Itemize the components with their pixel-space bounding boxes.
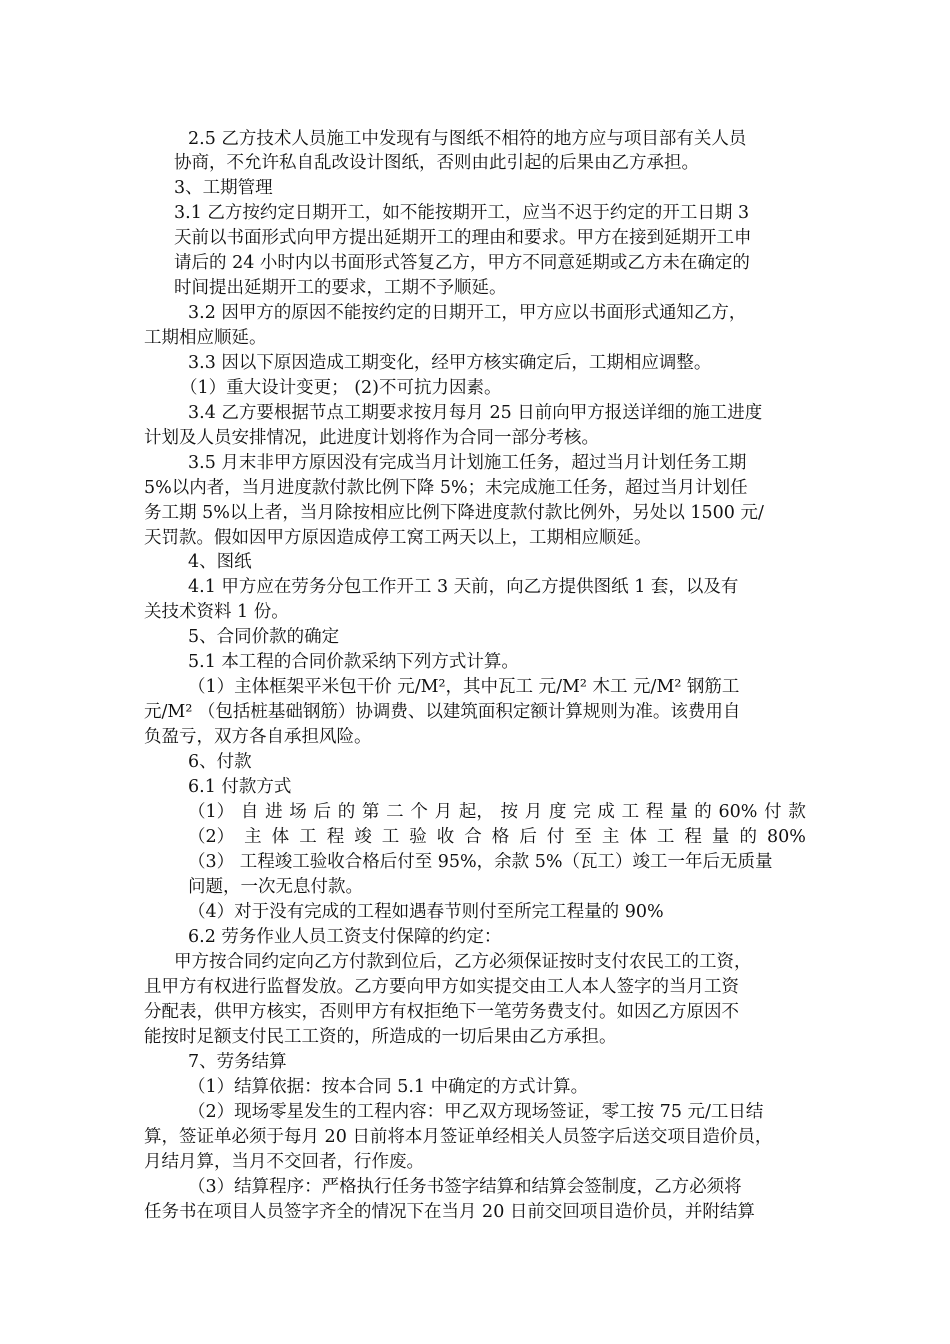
heading-drawings: 4、图纸 xyxy=(188,552,252,572)
payment-item-2-token: 的 xyxy=(739,827,757,847)
settlement-item-3-line-1: （3）结算程序：严格执行任务书签字结算和结算会签制度，乙方必须将 xyxy=(188,1177,742,1197)
payment-item-2-token: 体 xyxy=(271,827,290,847)
payment-item-1-token: 的 xyxy=(337,802,356,822)
payment-item-1-token: 二 xyxy=(386,802,404,822)
payment-item-2-token: 竣 xyxy=(354,827,372,847)
paragraph-3-4-line-1: 3.4 乙方要根据节点工期要求按月每月 25 日前向甲方报送详细的施工进度 xyxy=(188,403,763,423)
paragraph-5-1-item-1-line-2: 元/M² （包括桩基础钢筋）协调费、以建筑面积定额计算规则为准。该费用自 xyxy=(144,702,741,722)
paragraph-6-2-line-3: 分配表，供甲方核实，否则甲方有权拒绝下一笔劳务费支付。如因乙方原因不 xyxy=(144,1002,739,1022)
payment-item-1-token: 月 xyxy=(524,802,543,822)
settlement-item-1: （1）结算依据：按本合同 5.1 中确定的方式计算。 xyxy=(188,1077,589,1097)
paragraph-6-2-line-1: 甲方按合同约定向乙方付款到位后，乙方必须保证按时支付农民工的工资， xyxy=(174,952,752,972)
payment-item-1-token: 自 xyxy=(240,802,259,822)
payment-item-1-token: 完 xyxy=(573,802,591,822)
heading-payment-method: 6.1 付款方式 xyxy=(188,777,292,797)
paragraph-5-1: 5.1 本工程的合同价款采纳下列方式计算。 xyxy=(188,652,519,672)
payment-item-2-token: 收 xyxy=(436,827,455,847)
payment-item-4: （4）对于没有完成的工程如遇春节则付至所完工程量的 90% xyxy=(188,902,664,922)
paragraph-6-2-line-2: 且甲方有权进行监督发放。乙方要向甲方如实提交由工人本人签字的当月工资 xyxy=(144,977,739,997)
payment-item-1-token: 后 xyxy=(313,802,332,822)
payment-item-2-token: 量 xyxy=(711,827,730,847)
paragraph-4-1-line-2: 关技术资料 1 份。 xyxy=(144,602,289,622)
paragraph-3-3: 3.3 因以下原因造成工期变化，经甲方核实确定后，工期相应调整。 xyxy=(188,353,712,373)
paragraph-4-1-line-1: 4.1 甲方应在劳务分包工作开工 3 天前，向乙方提供图纸 1 套，以及有 xyxy=(188,577,739,597)
payment-item-2-token: 程 xyxy=(326,827,345,847)
payment-item-3-line-2: 问题，一次无息付款。 xyxy=(188,877,363,897)
paragraph-3-3-items: （1）重大设计变更； (2)不可抗力因素。 xyxy=(180,378,502,398)
payment-item-1-token: 月 xyxy=(434,802,453,822)
settlement-item-2-line-2: 算，签证单必须于每月 20 日前将本月签证单经相关人员签字后送交项目造价员， xyxy=(144,1127,773,1147)
paragraph-3-1-line-4: 时间提出延期开工的要求，工期不予顺延。 xyxy=(174,278,507,298)
payment-item-1-token: 量 xyxy=(670,802,688,822)
paragraph-5-1-item-1-line-1: （1）主体框架平米包干价 元/M²，其中瓦工 元/M² 木工 元/M² 钢筋工 xyxy=(188,677,740,697)
payment-item-1-token: 按 xyxy=(500,802,519,822)
payment-item-1-token: 款 xyxy=(788,802,806,822)
payment-item-1-token: 度 xyxy=(548,802,567,822)
settlement-item-3-line-2: 任务书在项目人员签字齐全的情况下在当月 20 日前交回项目造价员，并附结算 xyxy=(144,1202,755,1222)
payment-item-2-token: 工 xyxy=(381,827,400,847)
payment-item-1-token: 场 xyxy=(289,802,307,822)
payment-item-1-token: 起， xyxy=(458,802,494,822)
payment-item-2-token: 80% xyxy=(766,827,806,847)
paragraph-3-5-line-1: 3.5 月末非甲方原因没有完成当月计划施工任务，超过当月计划任务工期 xyxy=(188,453,747,473)
payment-item-1-token: 的 xyxy=(694,802,712,822)
paragraph-3-5-line-2: 5%以内者，当月进度款付款比例下降 5%；未完成施工任务，超过当月计划任 xyxy=(144,478,748,498)
payment-item-2-token: 程 xyxy=(684,827,702,847)
payment-item-2-token: 体 xyxy=(629,827,647,847)
paragraph-3-1-line-2: 天前以书面形式向甲方提出延期开工的理由和要求。甲方在接到延期开工申 xyxy=(174,228,752,248)
payment-item-2-token: 主 xyxy=(244,827,262,847)
payment-item-1-token: 个 xyxy=(410,802,428,822)
payment-item-1-token: 成 xyxy=(597,802,615,822)
payment-item-1-token: 程 xyxy=(645,802,664,822)
paragraph-3-5-line-4: 天罚款。假如因甲方原因造成停工窝工两天以上，工期相应顺延。 xyxy=(144,528,652,548)
heading-contract-price: 5、合同价款的确定 xyxy=(188,627,340,647)
payment-item-1-token: 60% xyxy=(718,802,758,822)
payment-item-3-line-1: （3） 工程竣工验收合格后付至 95%，余款 5%（瓦工）竣工一年后无质量 xyxy=(188,852,773,872)
payment-item-2-token: 工 xyxy=(656,827,675,847)
paragraph-3-4-line-2: 计划及人员安排情况，此进度计划将作为合同一部分考核。 xyxy=(144,428,599,448)
paragraph-3-2-line-2: 工期相应顺延。 xyxy=(144,328,267,348)
paragraph-2-5-line-2: 协商，不允许私自乱改设计图纸，否则由此引起的后果由乙方承担。 xyxy=(174,153,699,173)
payment-item-2-token: 格 xyxy=(491,827,510,847)
paragraph-3-1-line-3: 请后的 24 小时内以书面形式答复乙方，甲方不同意延期或乙方未在确定的 xyxy=(174,253,750,273)
heading-schedule-management: 3、工期管理 xyxy=(174,178,273,198)
payment-item-2-token: 工 xyxy=(299,827,317,847)
payment-item-2-token: 主 xyxy=(601,827,620,847)
payment-item-2-token: 验 xyxy=(409,827,427,847)
paragraph-3-1-line-1: 3.1 乙方按约定日期开工，如不能按期开工，应当不迟于约定的开工日期 3 xyxy=(174,203,750,223)
heading-wage-guarantee: 6.2 劳务作业人员工资支付保障的约定： xyxy=(188,927,502,947)
heading-payment: 6、付款 xyxy=(188,752,252,772)
payment-item-2-token: 付 xyxy=(546,827,565,847)
payment-item-2 xyxy=(188,825,806,849)
payment-item-1-token: 进 xyxy=(265,802,283,822)
payment-item-2-token: （2） xyxy=(188,827,235,847)
payment-item-1-token: （1） xyxy=(188,802,235,822)
settlement-item-2-line-1: （2）现场零星发生的工程内容：甲乙双方现场签证，零工按 75 元/工日结 xyxy=(188,1102,764,1122)
payment-item-2-token: 至 xyxy=(574,827,592,847)
payment-item-1-token: 第 xyxy=(361,802,380,822)
payment-item-1-token: 付 xyxy=(764,802,782,822)
payment-item-2-token: 后 xyxy=(519,827,537,847)
settlement-item-2-line-3: 月结月算，当月不交回者，行作废。 xyxy=(144,1152,424,1172)
paragraph-6-2-line-4: 能按时足额支付民工工资的，所造成的一切后果由乙方承担。 xyxy=(144,1027,617,1047)
paragraph-5-1-item-1-line-3: 负盈亏，双方各自承担风险。 xyxy=(144,727,372,747)
payment-item-2-token: 合 xyxy=(464,827,482,847)
paragraph-2-5-line-1: 2.5 乙方技术人员施工中发现有与图纸不相符的地方应与项目部有关人员 xyxy=(188,129,747,149)
payment-item-1-token: 工 xyxy=(621,802,640,822)
payment-item-1 xyxy=(188,800,806,824)
heading-labor-settlement: 7、劳务结算 xyxy=(188,1052,287,1072)
paragraph-3-5-line-3: 务工期 5%以上者，当月除按相应比例下降进度款付款比例外，另处以 1500 元/ xyxy=(144,503,764,523)
paragraph-3-2-line-1: 3.2 因甲方的原因不能按约定的日期开工，甲方应以书面形式通知乙方， xyxy=(188,303,747,323)
